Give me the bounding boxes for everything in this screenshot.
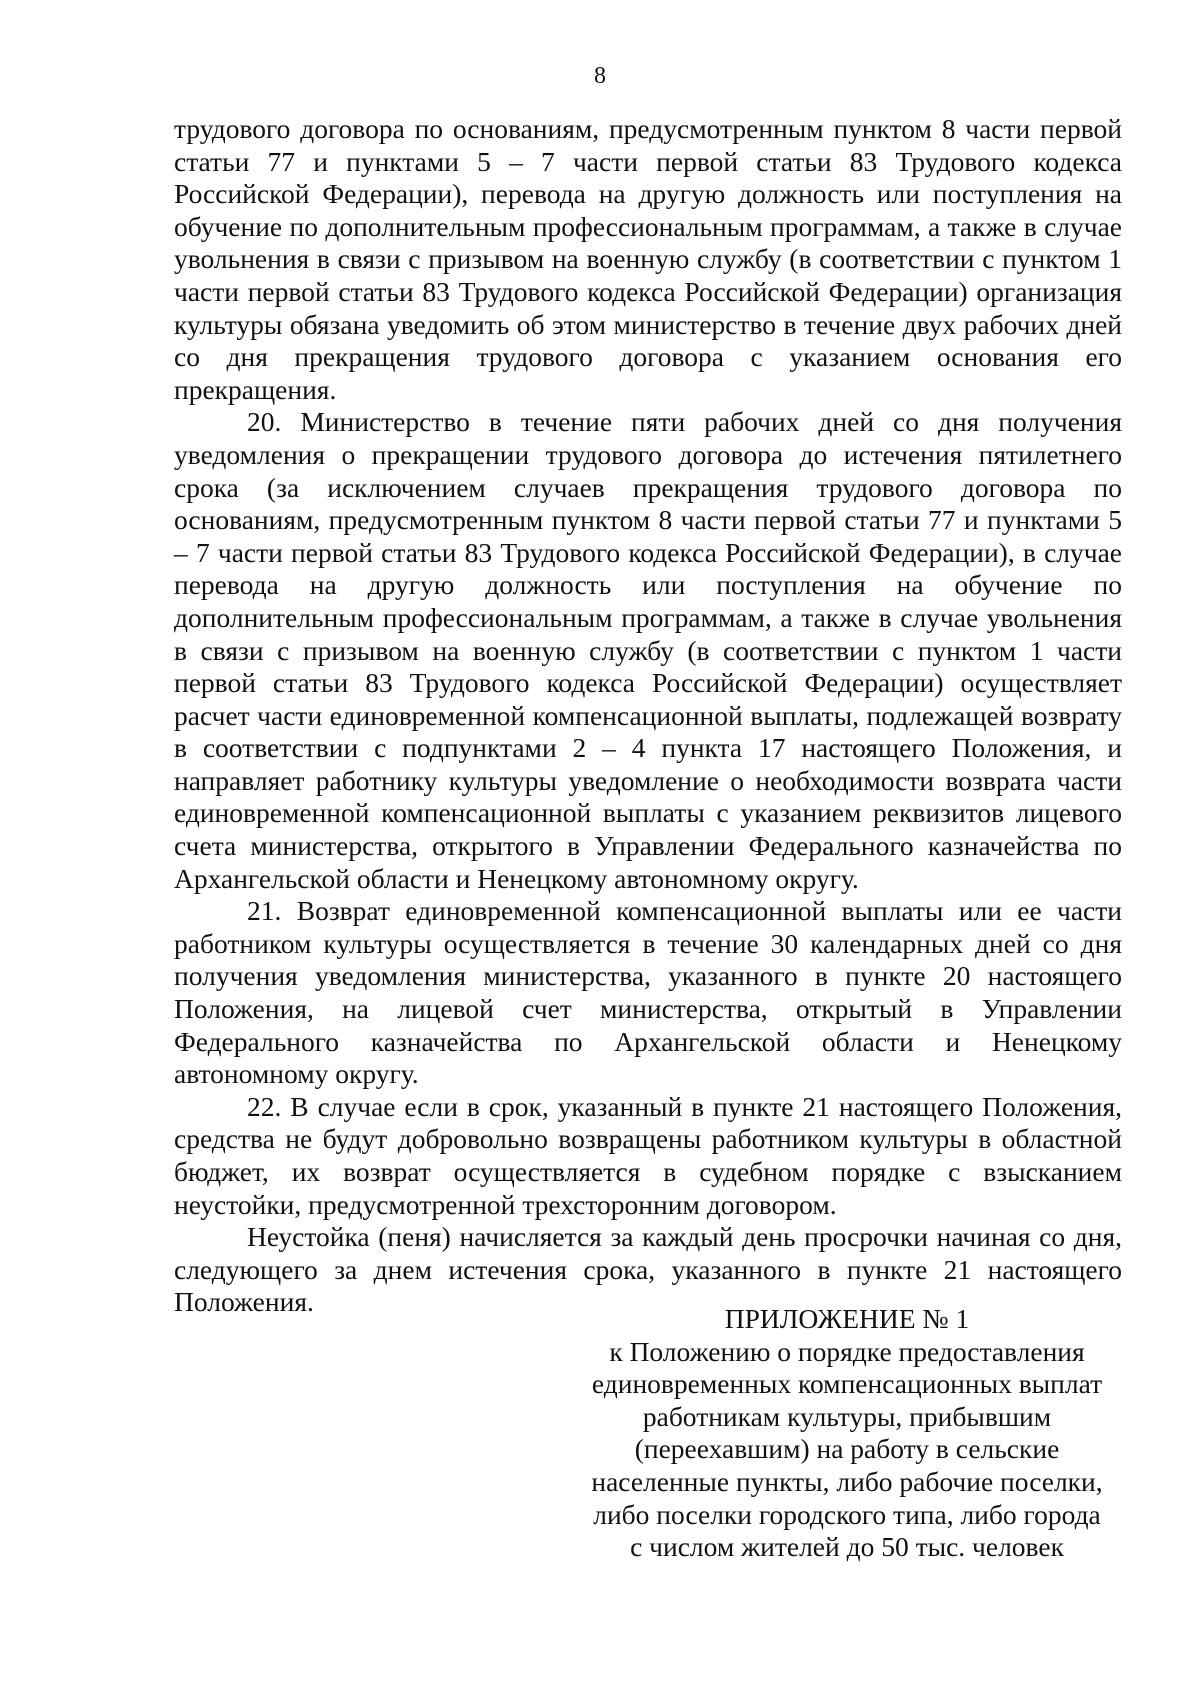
appendix-caption-line: к Положению о порядке предоставления (609, 1335, 1085, 1367)
appendix-caption-line: либо поселки городского типа, либо города (593, 1498, 1101, 1530)
paragraph-continuation: трудового договора по основаниям, предусмотренным пунктом 8 части первой статьи 77 и пунктами 5 – 7 части первой статьи 83 Трудового кодекса Российской Федерации), перевода на другую должность или поступления на обучение по дополнительным профессиональным программам, а также в случае увольнения в связи с призывом на военную службу (в соответствии с пунктом 1 части первой статьи 83 Трудового кодекса Российской Федерации) организация культуры обязана уведомить об этом министерство в течение двух рабочих дней со дня прекращения трудового договора с указанием основания его прекращения. (174, 113, 1122, 405)
appendix-caption-line: единовременных компенсационных выплат (591, 1368, 1103, 1400)
appendix-caption (572, 1336, 1122, 1564)
document-body (174, 113, 1122, 1319)
page-number: 8 (594, 63, 606, 89)
appendix-caption-line: работникам культуры, прибывшим (642, 1400, 1052, 1432)
appendix-header (572, 1303, 1122, 1564)
paragraph-item-20: 20. Министерство в течение пяти рабочих дней со дня получения уведомления о прекращении трудового договора до истечения пятилетнего срока (за исключением случаев прекращения трудового договора по основаниям, предусмотренным пунктом 8 части первой статьи 77 и пунктами 5 – 7 части первой статьи 83 Трудового кодекса Российской Федерации), в случае перевода на другую должность или поступления на обучение по дополнительным профессиональным программам, а также в случае увольнения в связи с призывом на военную службу (в соответствии с пунктом 1 части первой статьи 83 Трудового кодекса Российской Федерации) осуществляет расчет части единовременной компенсационной выплаты, подлежащей возврату в соответствии с подпунктами 2 – 4 пункта 17 настоящего Положения, и направляет работнику культуры уведомление о необходимости возврата части единовременной компенсационной выплаты с указанием реквизитов лицевого счета министерства, открытого в Управлении Федерального казначейства по Архангельской области и Ненецкому автономному округу. (174, 406, 1122, 894)
appendix-caption-line: с числом жителей до 50 тыс. человек (630, 1531, 1064, 1563)
paragraph-penalty: Неустойка (пеня) начисляется за каждый день просрочки начиная со дня, следующего за днем истечения срока, указанного в пункте 21 настоящего Положения. (174, 1221, 1122, 1318)
paragraph-item-22: 22. В случае если в срок, указанный в пункте 21 настоящего Положения, средства не будут добровольно возвращены работником культуры в областной бюджет, их возврат осуществляется в судебном порядке с взысканием неустойки, предусмотренной трехсторонним договором. (174, 1090, 1122, 1220)
appendix-caption-line: населенные пункты, либо рабочие поселки, (591, 1465, 1103, 1497)
appendix-title: ПРИЛОЖЕНИЕ № 1 (724, 1303, 970, 1334)
appendix-caption-line: (переехавшим) на работу в сельские (634, 1433, 1060, 1465)
paragraph-item-21: 21. Возврат единовременной компенсационной выплаты или ее части работником культуры осуществляется в течение 30 календарных дней со дня получения уведомления министерства, указанного в пункте 20 настоящего Положения, на лицевой счет министерства, открытый в Управлении Федерального казначейства по Архангельской области и Ненецкому автономному округу. (174, 895, 1122, 1090)
